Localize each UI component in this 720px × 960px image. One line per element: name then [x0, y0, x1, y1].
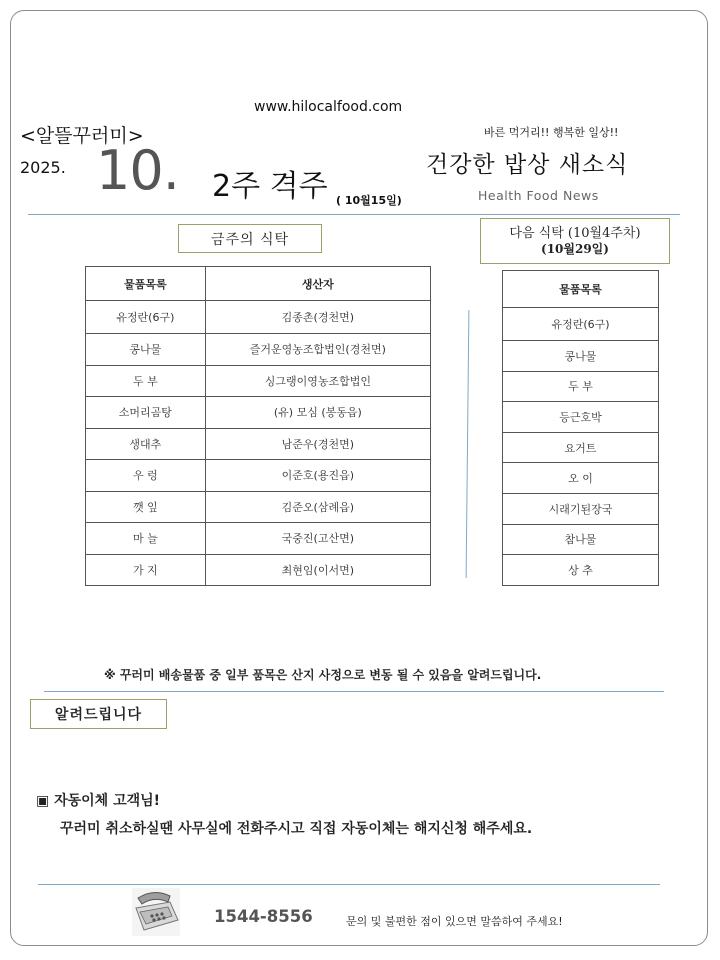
- next-week-label-date: (10월29일): [541, 241, 609, 256]
- table-row: [86, 554, 431, 586]
- table-row: [503, 308, 659, 341]
- issue-year: 2025.: [20, 158, 66, 177]
- table-row: [86, 334, 431, 366]
- next-week-label: [480, 218, 670, 264]
- column-header: 물품목록: [503, 271, 659, 308]
- item-name-cell: 마 늘: [86, 523, 206, 555]
- item-name-cell: 콩나물: [503, 341, 659, 372]
- producer-cell: (유) 모심 (봉동읍): [205, 397, 430, 429]
- next-week-table: [502, 270, 659, 586]
- column-header: 생산자: [205, 267, 430, 301]
- brand-name: <알뜰꾸러미>: [20, 125, 144, 147]
- phone-number[interactable]: 1544-8556: [214, 907, 313, 926]
- table-row: [503, 432, 659, 463]
- table-row: [503, 402, 659, 433]
- producer-cell: 싱그랭이영농조합법인: [205, 365, 430, 397]
- table-row: [503, 463, 659, 494]
- issue-date: ( 10월15일): [336, 194, 402, 207]
- item-name-cell: 요거트: [503, 432, 659, 463]
- announcement-label: [30, 699, 167, 729]
- issue-month: 10.: [96, 139, 179, 202]
- table-row: [86, 523, 431, 555]
- producer-cell: 남준우(경천면): [205, 428, 430, 460]
- issue-week: 2주 격주: [212, 169, 328, 204]
- telephone-icon: [130, 886, 182, 938]
- item-name-cell: 우 렁: [86, 460, 206, 492]
- item-name-cell: 참나물: [503, 524, 659, 555]
- table-row: [503, 555, 659, 586]
- item-name-cell: 소머리곰탕: [86, 397, 206, 429]
- item-name-cell: 유정란(6구): [503, 308, 659, 341]
- table-row: [86, 301, 431, 334]
- producer-cell: 이준호(용진읍): [205, 460, 430, 492]
- producer-cell: 김종촌(경천면): [205, 301, 430, 334]
- table-row: [86, 460, 431, 492]
- producer-cell: 김준오(삼례읍): [205, 491, 430, 523]
- table-row: [86, 365, 431, 397]
- item-name-cell: 시래기된장국: [503, 493, 659, 524]
- this-week-label-text: 금주의 식탁: [210, 231, 290, 248]
- announcement-label-text: 알려드립니다: [54, 707, 143, 723]
- next-week-label-title: 다음 식탁 (10월4주차): [509, 226, 641, 241]
- item-name-cell: 가 지: [86, 554, 206, 586]
- item-name-cell: 등근호박: [503, 402, 659, 433]
- item-name-cell: 깻 잎: [86, 491, 206, 523]
- column-header: 물품목록: [86, 267, 206, 301]
- announcement-body: 꾸러미 취소하실땐 사무실에 전화주시고 직접 자동이체는 해지신청 해주세요.: [60, 821, 533, 837]
- notice-divider: [44, 691, 664, 692]
- announcement-heading: ▣ 자동이체 고객님!: [36, 793, 161, 809]
- table-row: [503, 524, 659, 555]
- item-name-cell: 두 부: [503, 371, 659, 402]
- table-row: [86, 491, 431, 523]
- table-row: [503, 371, 659, 402]
- producer-cell: 즐거운영농조합법인(경천면): [205, 334, 430, 366]
- item-name-cell: 생대추: [86, 428, 206, 460]
- this-week-label: [178, 224, 322, 253]
- footer-message: 문의 및 불편한 점이 있으면 말씀하여 주세요!: [346, 915, 563, 928]
- item-name-cell: 콩나물: [86, 334, 206, 366]
- item-name-cell: 상 추: [503, 555, 659, 586]
- tagline: 바른 먹거리!! 행복한 일상!!: [484, 126, 619, 139]
- header-divider: [28, 214, 680, 215]
- news-subtitle: Health Food News: [478, 188, 599, 203]
- table-row: [86, 397, 431, 429]
- table-row: [503, 493, 659, 524]
- producer-cell: 최현임(이서면): [205, 554, 430, 586]
- footer-divider: [38, 884, 660, 885]
- delivery-notice: ※ 꾸러미 배송물품 중 일부 품목은 산지 사정으로 변동 될 수 있음을 알려드립니다.: [104, 668, 542, 682]
- this-week-table: [85, 266, 431, 586]
- item-name-cell: 오 이: [503, 463, 659, 494]
- website-url[interactable]: www.hilocalfood.com: [254, 99, 403, 115]
- producer-cell: 국중진(고산면): [205, 523, 430, 555]
- table-row: [503, 341, 659, 372]
- item-name-cell: 유정란(6구): [86, 301, 206, 334]
- item-name-cell: 두 부: [86, 365, 206, 397]
- news-title: 건강한 밥상 새소식: [426, 152, 629, 178]
- table-row: [86, 428, 431, 460]
